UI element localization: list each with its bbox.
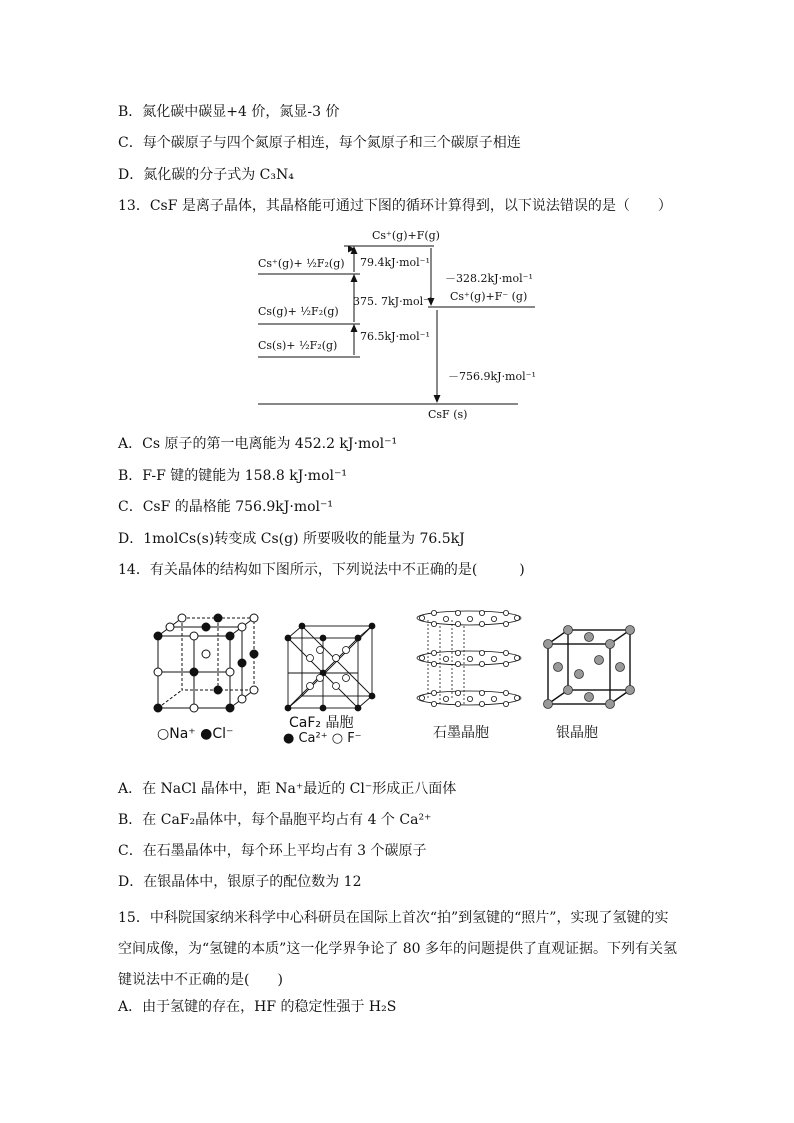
caf2-crystal-figure: [280, 622, 380, 714]
caf2-caption-legend: ● Ca²⁺ ○ F⁻: [283, 731, 362, 746]
arrow-up-2: [351, 274, 358, 282]
q13-option-d: D．1molCs(s)转变成 Cs(g) 所要吸收的能量为 76.5kJ: [118, 531, 465, 547]
energy-label-5: －756.9kJ·mol⁻¹: [448, 370, 536, 383]
q13-option-a: A．Cs 原子的第一电离能为 452.2 kJ·mol⁻¹: [118, 436, 398, 452]
nacl-caption: ○Na⁺ ●Cl⁻: [157, 726, 234, 742]
q14-option-b: B．在 CaF₂晶体中，每个晶胞平均占有 4 个 Ca²⁺: [118, 812, 432, 828]
arrow-up-1: [351, 246, 358, 254]
energy-label-2: 375. 7kJ·mol⁻¹: [353, 295, 434, 308]
silver-caption: 银晶胞: [556, 725, 598, 741]
q14-stem: 14．有关晶体的结构如下图所示，下列说法中不正确的是( ): [118, 562, 525, 578]
q12-option-c: C．每个碳原子与四个氮原子相连，每个氮原子和三个碳原子相连: [118, 135, 521, 151]
level2-label: Cs(g)+ ½F₂(g): [258, 305, 339, 318]
q14-option-c: C．在石墨晶体中，每个环上平均占有 3 个碳原子: [118, 843, 427, 859]
arrow-down-2: [434, 395, 441, 403]
nacl-crystal-figure: [150, 612, 265, 717]
level1-label: Cs⁺(g)+ ½F₂(g): [258, 257, 345, 270]
level-top-label: Cs⁺(g)+F(g): [372, 229, 440, 242]
q14-option-d: D．在银晶体中，银原子的配位数为 12: [118, 874, 362, 890]
q12-option-d: D．氮化碳的分子式为 C₃N₄: [118, 167, 294, 183]
graphite-crystal-figure: [412, 606, 527, 716]
q14-option-a: A．在 NaCl 晶体中，距 Na⁺最近的 Cl⁻形成正八面体: [118, 781, 457, 797]
level-right-label: Cs⁺(g)+F⁻ (g): [450, 290, 528, 303]
q12-option-b: B．氮化碳中碳显+4 价，氮显-3 价: [118, 104, 340, 120]
q13-option-b: B．F-F 键的键能为 158.8 kJ·mol⁻¹: [118, 468, 347, 484]
energy-label-4: －328.2kJ·mol⁻¹: [445, 272, 533, 285]
energy-label-1: 79.4kJ·mol⁻¹: [360, 256, 430, 269]
graphite-layer-bottom: [417, 690, 521, 706]
q13-stem: 13．CsF 是离子晶体，其晶格能可通过下图的循环计算得到，以下说法错误的是（ ）: [118, 198, 672, 214]
q15-option-a: A．由于氢键的存在，HF 的稳定性强于 H₂S: [118, 999, 397, 1015]
graphite-layer-middle: [417, 650, 521, 666]
caf2-caption-title: CaF₂ 晶胞: [289, 715, 354, 731]
q15-stem: 15．中科院国家纳米科学中心科研员在国际上首次“拍”到氢键的“照片”，实现了氢键的实空间成像，为“氢键的本质”这一化学界争论了 80 多年的问题提供了直观证据。下列有关氢键说法中不正确的是( ): [118, 910, 678, 988]
level-bottom-label: CsF (s): [428, 408, 468, 421]
level3-label: Cs(s)+ ½F₂(g): [258, 339, 338, 352]
graphite-layer-top: [417, 610, 521, 626]
energy-label-3: 76.5kJ·mol⁻¹: [360, 330, 430, 343]
graphite-caption: 石墨晶胞: [433, 725, 489, 741]
q13-option-c: C．CsF 的晶格能 756.9kJ·mol⁻¹: [118, 499, 334, 515]
born-haber-cycle-diagram: [250, 222, 550, 424]
arrow-up-3: [351, 324, 358, 332]
silver-crystal-figure: [540, 622, 640, 710]
